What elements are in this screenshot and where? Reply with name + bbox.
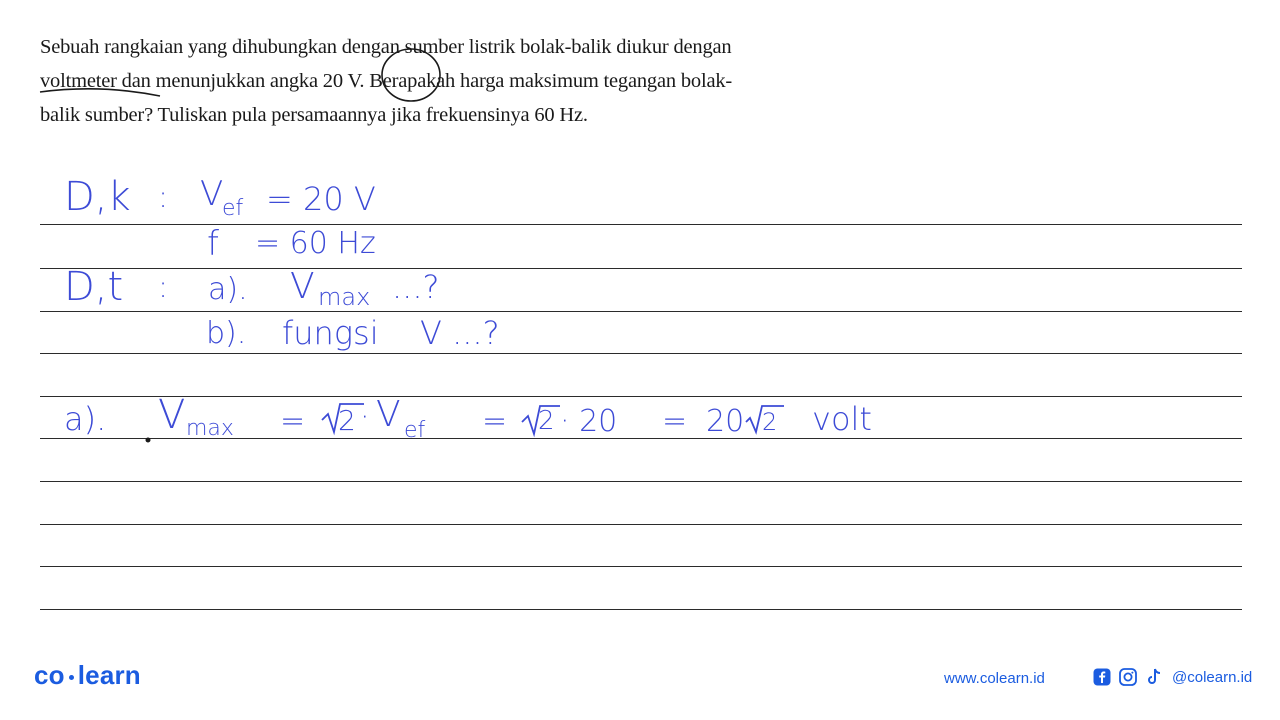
facebook-icon[interactable] [1092,667,1112,687]
answer-equals-2: = [482,404,508,439]
fungsi-question: V ...? [420,314,500,352]
dit-colon: : [158,270,169,305]
answer-sqrt2-c: 2 [762,408,778,436]
pen-dot [146,438,151,443]
logo-dot [69,675,74,680]
answer-20: 20 [706,404,745,439]
answer-vmax-subscript: max [186,416,234,441]
colearn-logo [34,660,141,691]
dik-label: D,k [64,174,131,220]
answer-unit: volt [812,400,872,438]
part-a-label: a). [208,272,248,307]
sqrt-sign-icon [746,406,784,432]
answer-vef-subscript: ef [404,418,426,443]
answer-equals-3: = [662,404,688,439]
vmax-question: ...? [392,268,440,306]
answer-sqrt2-a: 2 [338,404,356,437]
question-line-3: balik sumber? Tuliskan pula persamaannya jika frekuensinya 60 Hz. [40,104,588,126]
sqrt-sign-icon [522,406,560,434]
answer-dot-1: · [360,400,370,435]
f-symbol: f [207,224,219,264]
instagram-icon[interactable] [1118,667,1138,687]
dit-label: D,t [64,264,124,310]
answer-times-20: · 20 [560,404,618,439]
answer-equals-1: = [280,404,306,439]
part-b-label: b). [206,316,247,351]
question-line-1: Sebuah rangkaian yang dihubungkan dengan sumber listrik bolak-balik diukur dengan [40,36,732,58]
question-line-2: voltmeter dan menunjukkan angka 20 V. Berapakah harga maksimum tegangan bolak- [40,70,733,92]
logo-right: learn [77,660,141,690]
social-links [1092,667,1252,687]
answer-a-label: a). [64,400,107,438]
sqrt-sign-icon [322,404,364,432]
tiktok-icon[interactable] [1144,667,1164,687]
vef-subscript: ef [222,196,244,221]
vef-value: = 20 V [266,180,376,218]
vmax-symbol: V [290,266,315,307]
answer-sqrt2-b: 2 [538,406,555,436]
answer-vef-symbol: V [376,394,401,435]
vef-symbol: V [200,174,224,214]
answer-vmax-symbol: V [158,392,186,438]
website-link[interactable]: www.colearn.id [944,670,1045,687]
vmax-subscript: max [318,283,371,311]
social-handle[interactable]: @colearn.id [1172,668,1253,686]
dik-colon: : [158,180,169,215]
f-value: = 60 Hz [255,226,376,261]
fungsi-text: fungsi [282,314,379,352]
logo-left: co [34,660,65,690]
